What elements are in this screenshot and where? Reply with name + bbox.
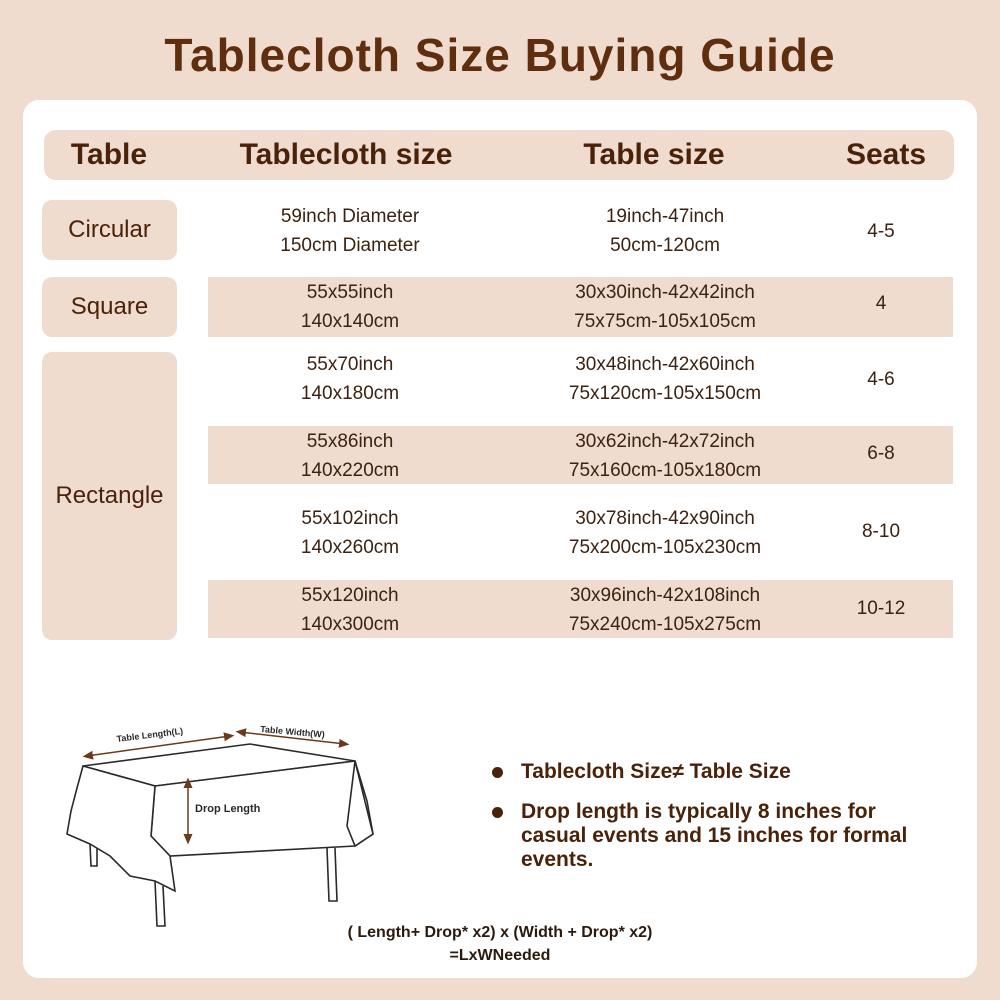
cell-tablecloth-size: 55x86inch 140x220cm bbox=[300, 431, 400, 481]
cell-tablecloth-size: 55x55inch 140x140cm bbox=[300, 282, 400, 332]
header-table-size: Table size bbox=[583, 138, 725, 171]
cell-table-size: 30x96inch-42x108inch 75x240cm-105x275cm bbox=[568, 585, 762, 635]
cell-tablecloth-size: 55x120inch 140x300cm bbox=[300, 585, 400, 635]
cell-seats: 10-12 bbox=[856, 598, 906, 619]
bullet-icon bbox=[492, 807, 503, 818]
cell-table-size: 30x48inch-42x60inch 75x120cm-105x150cm bbox=[568, 354, 762, 404]
cell-tablecloth-size: 55x70inch 140x180cm bbox=[300, 354, 400, 404]
cell-table-size: 30x62inch-42x72inch 75x160cm-105x180cm bbox=[568, 431, 762, 481]
notes-list bbox=[490, 760, 910, 888]
cell-seats: 4-5 bbox=[867, 221, 895, 242]
cell-tablecloth-size: 59inch Diameter 150cm Diameter bbox=[280, 206, 420, 256]
category-circular: Circular bbox=[42, 200, 177, 260]
note-item: Tablecloth Size≠ Table Size bbox=[490, 760, 910, 784]
category-square: Square bbox=[42, 277, 177, 337]
width-label: Table Width(W) bbox=[259, 724, 326, 740]
bullet-icon bbox=[492, 767, 503, 778]
cell-seats: 4 bbox=[875, 293, 887, 314]
length-label: Table Length(L) bbox=[116, 725, 184, 744]
header-tablecloth-size: Tablecloth size bbox=[239, 138, 453, 171]
tablecloth-diagram bbox=[55, 716, 385, 931]
header-table: Table bbox=[70, 138, 148, 171]
cell-table-size: 19inch-47inch 50cm-120cm bbox=[605, 206, 725, 256]
cell-seats: 6-8 bbox=[867, 443, 895, 464]
page-title: Tablecloth Size Buying Guide bbox=[164, 29, 836, 81]
note-item: Drop length is typically 8 inches for casual events and 15 inches for formal events. bbox=[490, 800, 910, 872]
cell-seats: 8-10 bbox=[861, 521, 901, 542]
cell-seats: 4-6 bbox=[867, 369, 895, 390]
size-formula: ( Length+ Drop* x2) x (Width + Drop* x2) =LxWNeeded bbox=[347, 924, 653, 964]
table-header-bar bbox=[44, 130, 954, 180]
cell-table-size: 30x78inch-42x90inch 75x200cm-105x230cm bbox=[568, 508, 762, 558]
drop-label: Drop Length bbox=[195, 803, 261, 815]
cell-tablecloth-size: 55x102inch 140x260cm bbox=[300, 508, 400, 558]
header-seats: Seats bbox=[845, 138, 927, 171]
cell-table-size: 30x30inch-42x42inch 75x75cm-105x105cm bbox=[574, 282, 756, 332]
category-rectangle: Rectangle bbox=[42, 352, 177, 640]
table-illustration bbox=[67, 744, 373, 926]
